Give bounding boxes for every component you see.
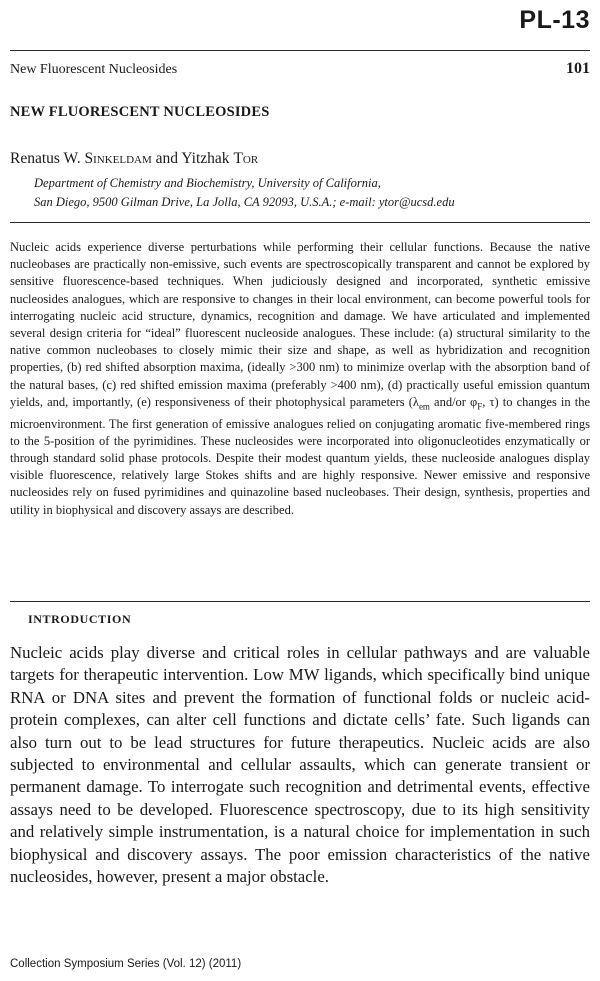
paper-id: PL-13 bbox=[519, 6, 590, 34]
author-connector: and bbox=[151, 150, 182, 167]
lambda-symbol: λ bbox=[412, 394, 419, 409]
phi-subscript: F bbox=[477, 401, 483, 412]
author-given-name: Yitzhak bbox=[181, 150, 234, 167]
abstract-top-rule bbox=[10, 222, 590, 223]
header-rule bbox=[10, 50, 590, 51]
article-title: NEW FLUORESCENT NUCLEOSIDES bbox=[10, 104, 270, 120]
abstract-text: and/or bbox=[429, 394, 471, 409]
running-title: New Fluorescent Nucleosides bbox=[10, 62, 178, 77]
introduction-body: Nucleic acids play diverse and critical roles in cellular pathways and are valuable targets for therapeutic intervention. Low MW ligands, which specifically bind unique RNA or DNA sites and prevent the formation of functional folds or nucleic acid-protein complexes, can alter cell functions and dictate cells’ fate. Such ligands can also turn out to be lead structures for future therapeutics. Nucleic acids are also subjected to environmental and cellular assaults, which can generate transient or permanent damage. To interrogate such recognition and detrimental events, effective assays need to be developed. Fluorescence spectroscopy, due to its high sensitivity and relatively simple instrumentation, is a natural choice for implementation in such biophysical and discovery assays. The poor emission characteristics of the native nucleosides, however, present a major obstacle. bbox=[10, 643, 590, 887]
abstract-text: , τ) to changes in the microenvironment. The first generation of emissive analogues relied on conjugating aromatic five-membered rings to the 5-position of the pyrimidines. These nucleosides were incorporated into oligonucleotides enzymatically or through standard solid phase protocols. Despite their modest quantum yields, these nucleoside analogues display visible fluorescence, relatively large Stokes shifts and are highly responsive. Newer emissive and responsive nucleosides rely on fused pyrimidines and quinazoline based nucleobases. Their design, synthesis, properties and utility in biophysical and discovery assays are described. bbox=[10, 394, 590, 517]
author-surname: Sinkeldam bbox=[84, 150, 152, 167]
author-given-name: Renatus W. bbox=[10, 150, 85, 167]
abstract-text: Nucleic acids experience diverse perturbations while performing their cellular functions. Because the native nucleobases are practically non-emissive, such events are spectroscopically transparent and cannot be explored by sensitive fluorescence-based techniques. When judiciously designed and incorporated, synthetic emissive nucleosides analogues, which are responsive to changes in their local environment, can become powerful tools for interrogating nucleic acid structure, dynamics, recognition and damage. We have articulated and implemented several design criteria for “ideal” fluorescent nucleoside analogues. These include: (a) structural similarity to the native common nucleobases to closely mimic their size and shape, as well as hybridization and recognition properties, (b) red shifted absorption maxima, (ideally >300 nm) to minimize overlap with the absorption band of the natural bases, (c) red shifted emission maxima (preferably >400 nm), (d) practically useful emission quantum yields, and, importantly, (e) responsiveness of their photophysical parameters ( bbox=[10, 240, 590, 409]
lambda-subscript: em bbox=[418, 401, 430, 412]
running-head bbox=[10, 60, 590, 80]
affiliation-line: Department of Chemistry and Biochemistry, University of California, bbox=[34, 176, 381, 190]
author-list bbox=[10, 150, 258, 168]
abstract bbox=[10, 239, 590, 519]
affiliation bbox=[34, 174, 455, 212]
footer-series: Collection Symposium Series (Vol. 12) (2011) bbox=[10, 958, 242, 970]
affiliation-line: San Diego, 9500 Gilman Drive, La Jolla, CA 92093, U.S.A.; e-mail: ytor@ucsd.edu bbox=[34, 195, 455, 209]
abstract-bottom-rule bbox=[10, 601, 590, 602]
page-number: 101 bbox=[566, 60, 590, 77]
author-surname: Tor bbox=[233, 150, 259, 167]
phi-symbol: φ bbox=[470, 394, 478, 409]
section-heading-introduction: INTRODUCTION bbox=[28, 612, 132, 626]
